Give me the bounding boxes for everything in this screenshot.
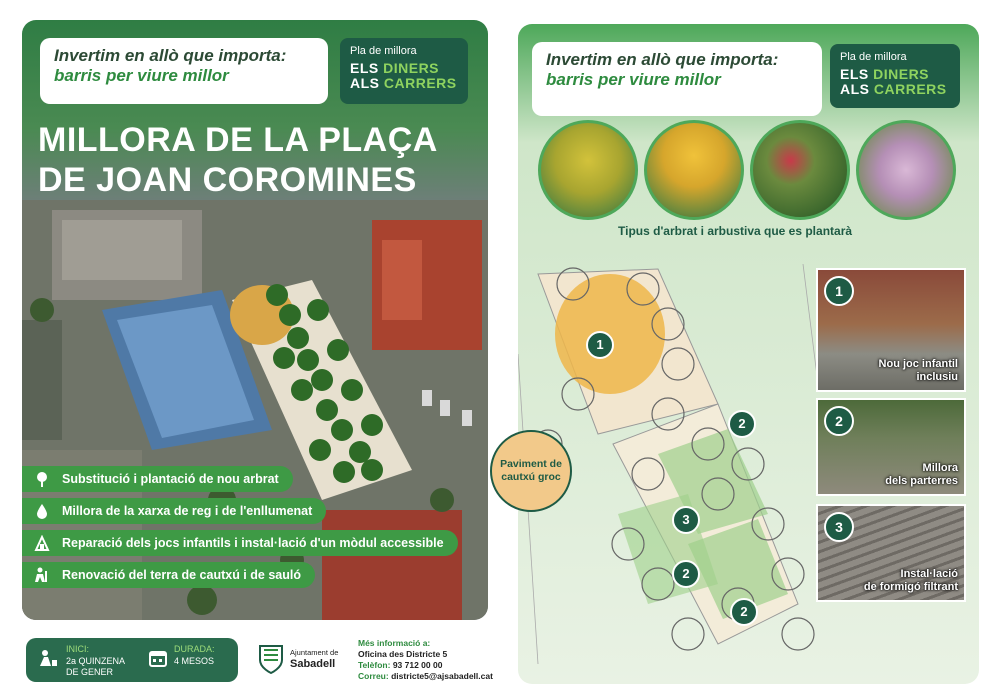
start-value-1: 2a QUINZENA (66, 656, 126, 666)
phone-row (358, 660, 493, 671)
photo-number: 3 (824, 512, 854, 542)
photo-playground (816, 268, 966, 392)
photo-number: 2 (824, 406, 854, 436)
logo-line-2: Sabadell (290, 658, 336, 670)
caption-line-2: dels parterres (885, 475, 958, 487)
start-value-2: DE GENER (66, 667, 114, 677)
action-pill-playground (22, 530, 458, 556)
coat-of-arms-icon (258, 644, 284, 674)
playground-icon (34, 535, 50, 551)
city-logo (258, 642, 348, 678)
action-label: Reparació dels jocs infantils i instal·lació d'un mòdul accessible (62, 536, 444, 550)
plan-marker-2b: 2 (672, 560, 700, 588)
contact-info (358, 638, 493, 682)
photo-parterres (816, 398, 966, 496)
photo-caption (864, 568, 958, 594)
page-title (38, 120, 478, 200)
right-poster (518, 24, 979, 684)
badge-text: ELS (350, 60, 384, 76)
plan-badge (340, 38, 468, 104)
title-line-2: DE JOAN COROMINES (38, 161, 417, 199)
plan-marker-3: 3 (672, 506, 700, 534)
badge-title-line-2 (840, 82, 950, 97)
logo-line-1: Ajuntament de (290, 648, 339, 657)
badge-accent: DINERS (383, 60, 440, 76)
plant-photo-2 (644, 120, 744, 220)
start-label: INICI: (66, 644, 90, 654)
phone-label: Telèfon: (358, 660, 391, 670)
duration-value: 4 MESOS (174, 656, 215, 666)
aerial-map (22, 200, 488, 620)
badge-title-line-2 (350, 76, 458, 91)
callout-text: Paviment de cautxú groc (500, 458, 562, 483)
left-poster (22, 20, 488, 620)
badge-accent: CARRERS (383, 75, 457, 91)
plant-photo-4 (856, 120, 956, 220)
photo-number: 1 (824, 276, 854, 306)
action-pill-trees (22, 466, 293, 492)
badge-title-line-1 (840, 67, 950, 82)
caption-line-2: de formigó filtrant (863, 581, 958, 593)
slogan-box (40, 38, 328, 104)
plants-caption: Tipus d'arbrat i arbustiva que es plantarà (618, 224, 853, 238)
plant-photo-3 (750, 120, 850, 220)
email-label: Correu: (358, 671, 389, 681)
email-address: districte5@ajsabadell.cat (391, 671, 493, 681)
slogan-line-2: barris per viure millor (546, 70, 721, 89)
badge-accent: DINERS (873, 66, 930, 82)
water-drop-icon (34, 503, 50, 519)
action-pill-ground (22, 562, 315, 588)
plan-marker-1: 1 (586, 331, 614, 359)
photo-caption (879, 358, 958, 384)
plan-badge (830, 44, 960, 108)
photo-concrete (816, 504, 966, 602)
tree-icon (34, 471, 50, 487)
badge-text: ALS (350, 75, 384, 91)
calendar-icon (148, 648, 168, 668)
action-label: Millora de la xarxa de reg i de l'enllumenat (62, 504, 313, 518)
caption-line-1: Nou joc infantil (878, 358, 958, 370)
worker-icon (34, 567, 50, 583)
email-row (358, 671, 493, 682)
plan-marker-2: 2 (728, 410, 756, 438)
badge-accent: CARRERS (873, 81, 947, 97)
construction-icon (38, 648, 58, 668)
rubber-paving-callout (490, 430, 572, 512)
phone-number: 93 712 00 00 (392, 660, 443, 670)
title-line-1: MILLORA DE LA PLAÇA (38, 121, 438, 159)
slogan-line-2: barris per viure millor (54, 66, 229, 85)
plant-photo-1 (538, 120, 638, 220)
caption-line-1: Millora (922, 462, 958, 474)
action-pill-irrigation (22, 498, 326, 524)
office-name: Oficina des Districte 5 (358, 649, 448, 659)
badge-text: ALS (840, 81, 874, 97)
caption-line-1: Instal·lació (900, 568, 958, 580)
caption-line-2: inclusiu (916, 371, 958, 383)
badge-subtitle: Pla de millora (840, 51, 907, 63)
info-title: Més informació a: (358, 638, 431, 648)
action-label: Renovació del terra de cautxú i de sauló (62, 568, 301, 582)
badge-text: ELS (840, 66, 874, 82)
photo-caption (885, 462, 958, 488)
plan-marker-2c: 2 (730, 598, 758, 626)
schedule-box (26, 638, 238, 682)
badge-title-line-1 (350, 61, 458, 76)
duration-label: DURADA: (174, 644, 215, 654)
slogan-box (532, 42, 822, 116)
slogan-line-1: Invertim en allò que importa: (546, 50, 779, 69)
action-label: Substitució i plantació de nou arbrat (62, 472, 279, 486)
slogan-line-1: Invertim en allò que importa: (54, 46, 287, 65)
badge-subtitle: Pla de millora (350, 45, 417, 57)
